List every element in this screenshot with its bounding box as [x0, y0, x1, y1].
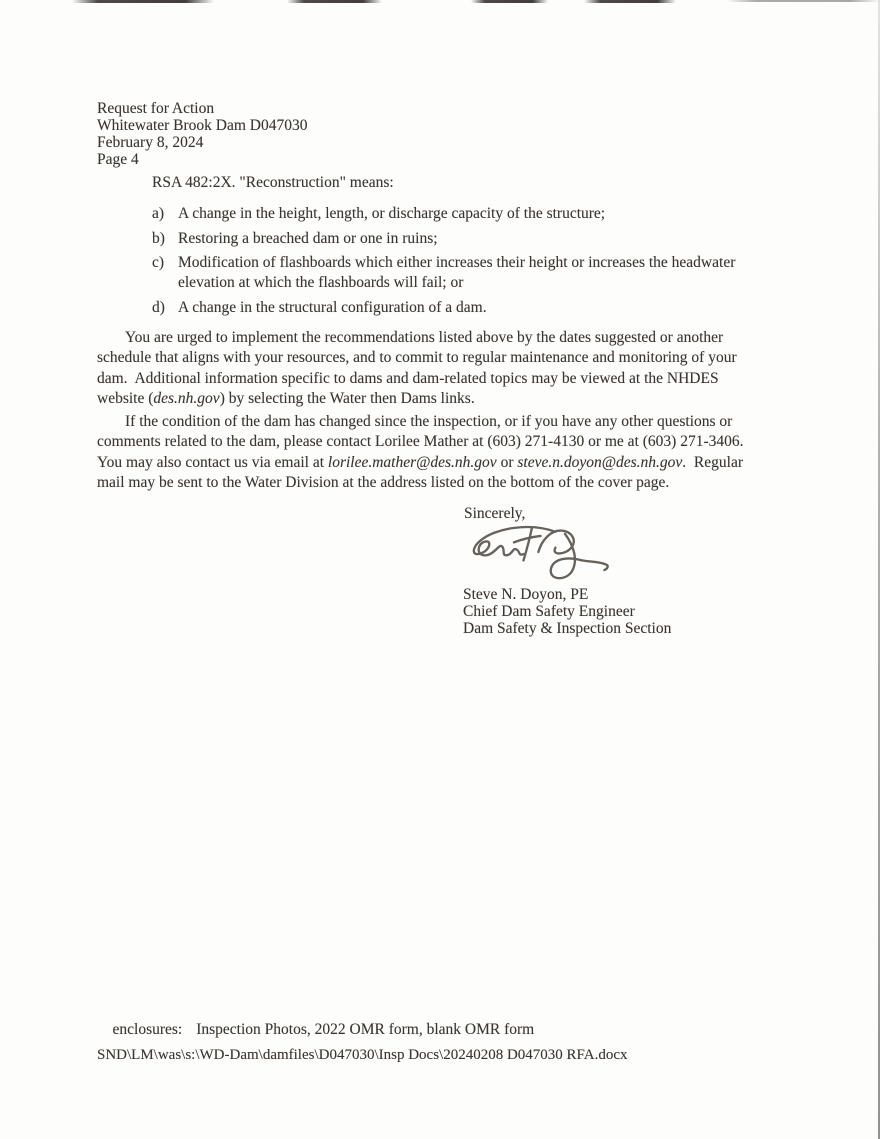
signature-stroke — [523, 527, 532, 560]
scan-artifact-strip — [584, 0, 676, 3]
paragraph-text: You may also contact us via email at — [97, 453, 328, 471]
list-item-text: A change in the height, length, or discharge capacity of the structure; — [178, 205, 606, 222]
paragraph-contact — [97, 412, 807, 493]
paragraph-text: . Regular — [682, 453, 743, 471]
signature-stroke — [551, 534, 608, 578]
email-address-2: steve.n.doyon@des.nh.gov — [517, 453, 683, 471]
list-item-d — [152, 298, 792, 318]
paragraph-text: or — [496, 453, 518, 471]
paragraph-line: comments related to the dam, please contact Lorilee Mather at (603) 271-4130 or me at (603) 271-3406. — [97, 433, 744, 451]
paragraph-recommendations — [97, 328, 807, 409]
paragraph-text: ) by selecting the Water then Dams links. — [219, 389, 475, 407]
scan-artifact-strip — [471, 0, 548, 3]
paragraph-line: dam. Additional information specific to dams and dam-related topics may be viewed at the NHDES — [97, 369, 719, 387]
definition-list — [152, 204, 792, 322]
paragraph-line: If the condition of the dam has changed since the inspection, or if you have any other questions or — [125, 413, 733, 430]
signer-name: Steve N. Doyon, PE — [463, 586, 589, 603]
scan-artifact-strip — [287, 0, 382, 3]
list-item-text: Modification of flashboards which either increases their height or increases the headwater elevation at which the flashboards will fail; or — [178, 254, 736, 291]
scan-artifact-strip — [72, 0, 214, 3]
list-item-text: A change in the structural configuration of a dam. — [178, 298, 487, 316]
paragraph-text: website ( — [97, 389, 154, 407]
signature-stroke — [514, 536, 541, 542]
signer-title: Chief Dam Safety Engineer — [463, 603, 635, 621]
salutation: Sincerely, — [464, 505, 526, 522]
handwritten-signature — [452, 520, 612, 586]
list-item-text: Restoring a breached dam or one in ruins; — [178, 229, 438, 247]
list-item-c — [152, 253, 792, 293]
list-item-label: d) — [152, 298, 165, 316]
enclosures-text: Inspection Photos, 2022 OMR form, blank OMR form — [196, 1021, 535, 1038]
signature-block — [463, 586, 671, 638]
header-date-line: February 8, 2024 — [97, 134, 204, 151]
list-item-label: a) — [152, 205, 165, 222]
list-item-b — [152, 229, 792, 249]
list-item-a — [152, 204, 792, 224]
enclosures-label: enclosures: — [112, 1021, 183, 1038]
website-url: des.nh.gov — [153, 389, 220, 407]
scan-artifact-strip — [727, 0, 880, 2]
signature-stroke — [538, 531, 573, 554]
letter-header — [97, 100, 308, 168]
paragraph-line: schedule that aligns with your resources, and to commit to regular maintenance and monitoring of your — [97, 349, 737, 367]
email-address-1: lorilee.mather@des.nh.gov — [327, 453, 497, 471]
list-item-label: b) — [152, 229, 165, 247]
signer-section: Dam Safety & Inspection Section — [463, 620, 672, 638]
paragraph-line: mail may be sent to the Water Division at the address listed on the bottom of the cover page. — [97, 473, 670, 491]
list-item-label: c) — [152, 254, 165, 271]
rsa-definition-heading: RSA 482:2X. "Reconstruction" means: — [152, 174, 394, 191]
paragraph-line — [97, 453, 807, 473]
paragraph-line: You are urged to implement the recommendations listed above by the dates suggested or another — [125, 329, 724, 346]
header-page-number: Page 4 — [97, 151, 139, 168]
document-file-path: SND\LM\was\s:\WD-Dam\damfiles\D047030\Insp Docs\20240208 D047030 RFA.docx — [97, 1047, 628, 1063]
header-subject-line: Request for Action — [97, 100, 215, 117]
paragraph-line — [97, 389, 807, 409]
header-dam-line: Whitewater Brook Dam D047030 — [97, 117, 308, 134]
